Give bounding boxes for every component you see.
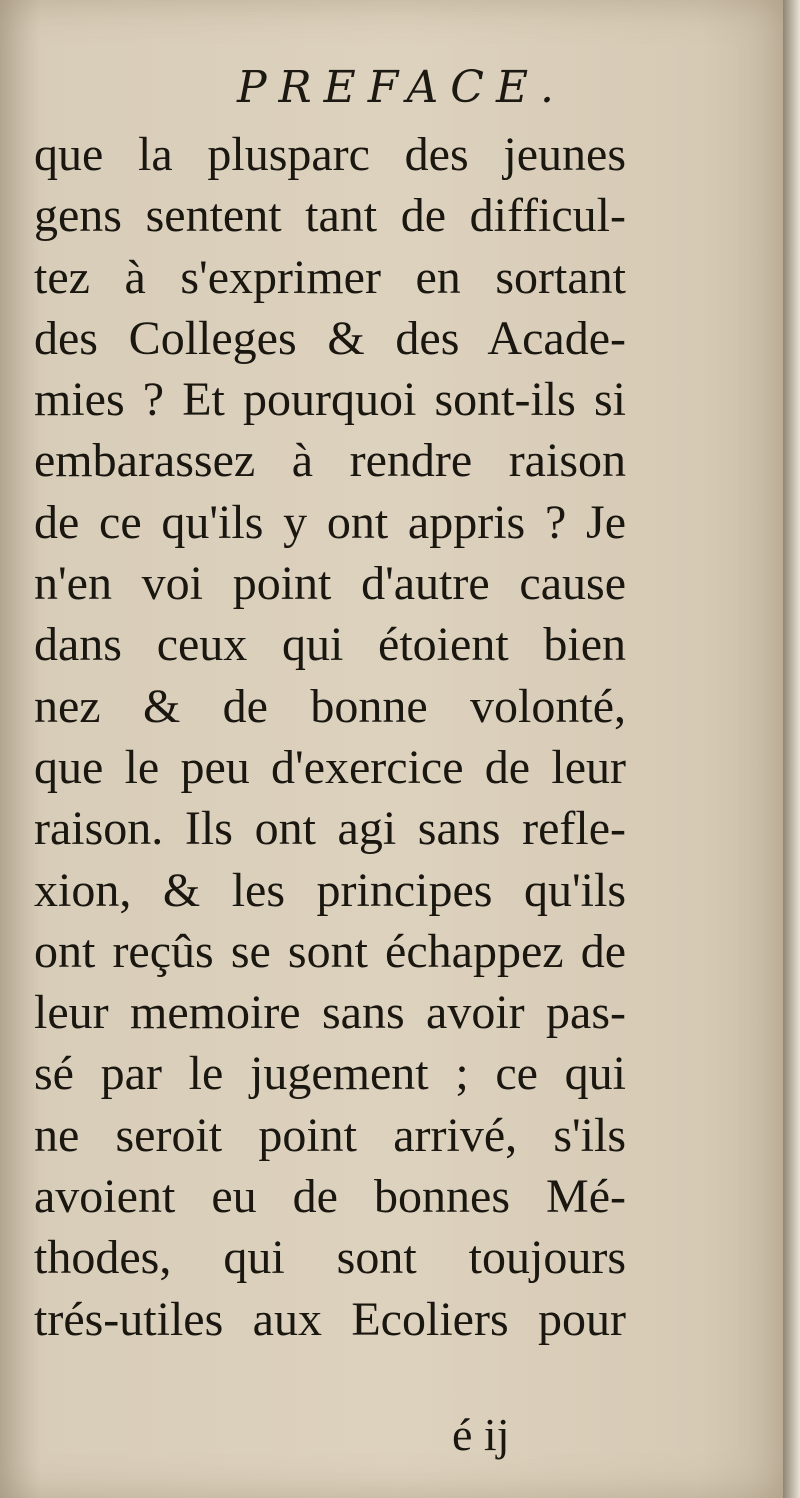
text-line: dans ceux qui étoient bien	[34, 618, 626, 672]
text-line: ont reçûs se sont échappez de	[34, 924, 626, 978]
text-line: n'en voi point d'autre cause	[34, 557, 626, 611]
text-line: que le peu d'exercice de leur	[34, 740, 626, 794]
text-line: des Colleges & des Acade-	[34, 311, 626, 365]
text-line: avoient eu de bonnes Mé-	[34, 1170, 626, 1224]
running-head: PREFACE.	[236, 62, 567, 113]
page-edge	[783, 0, 800, 1498]
folio-signature: é ij	[452, 1409, 510, 1460]
body-text	[34, 124, 626, 1350]
text-line: gens sentent tant de difficul-	[34, 189, 626, 243]
text-line: raison. Ils ont agi sans refle-	[34, 802, 626, 856]
text-line: xion, & les principes qu'ils	[34, 863, 626, 917]
text-line: mies ? Et pourquoi sont-ils si	[34, 373, 626, 427]
text-line: trés-utiles aux Ecoliers pour	[34, 1292, 626, 1346]
text-line: sé par le jugement ; ce qui	[34, 1047, 626, 1101]
text-line: ne seroit point arrivé, s'ils	[34, 1108, 626, 1162]
text-line: tez à s'exprimer en sortant	[34, 250, 626, 304]
text-line: nez & de bonne volonté,	[34, 679, 626, 733]
text-line: embarassez à rendre raison	[34, 434, 626, 488]
text-line: de ce qu'ils y ont appris ? Je	[34, 495, 626, 549]
text-line: thodes, qui sont toujours	[34, 1231, 626, 1285]
text-line: que la plusparc des jeunes	[34, 128, 626, 181]
text-line: leur memoire sans avoir pas-	[34, 986, 626, 1040]
